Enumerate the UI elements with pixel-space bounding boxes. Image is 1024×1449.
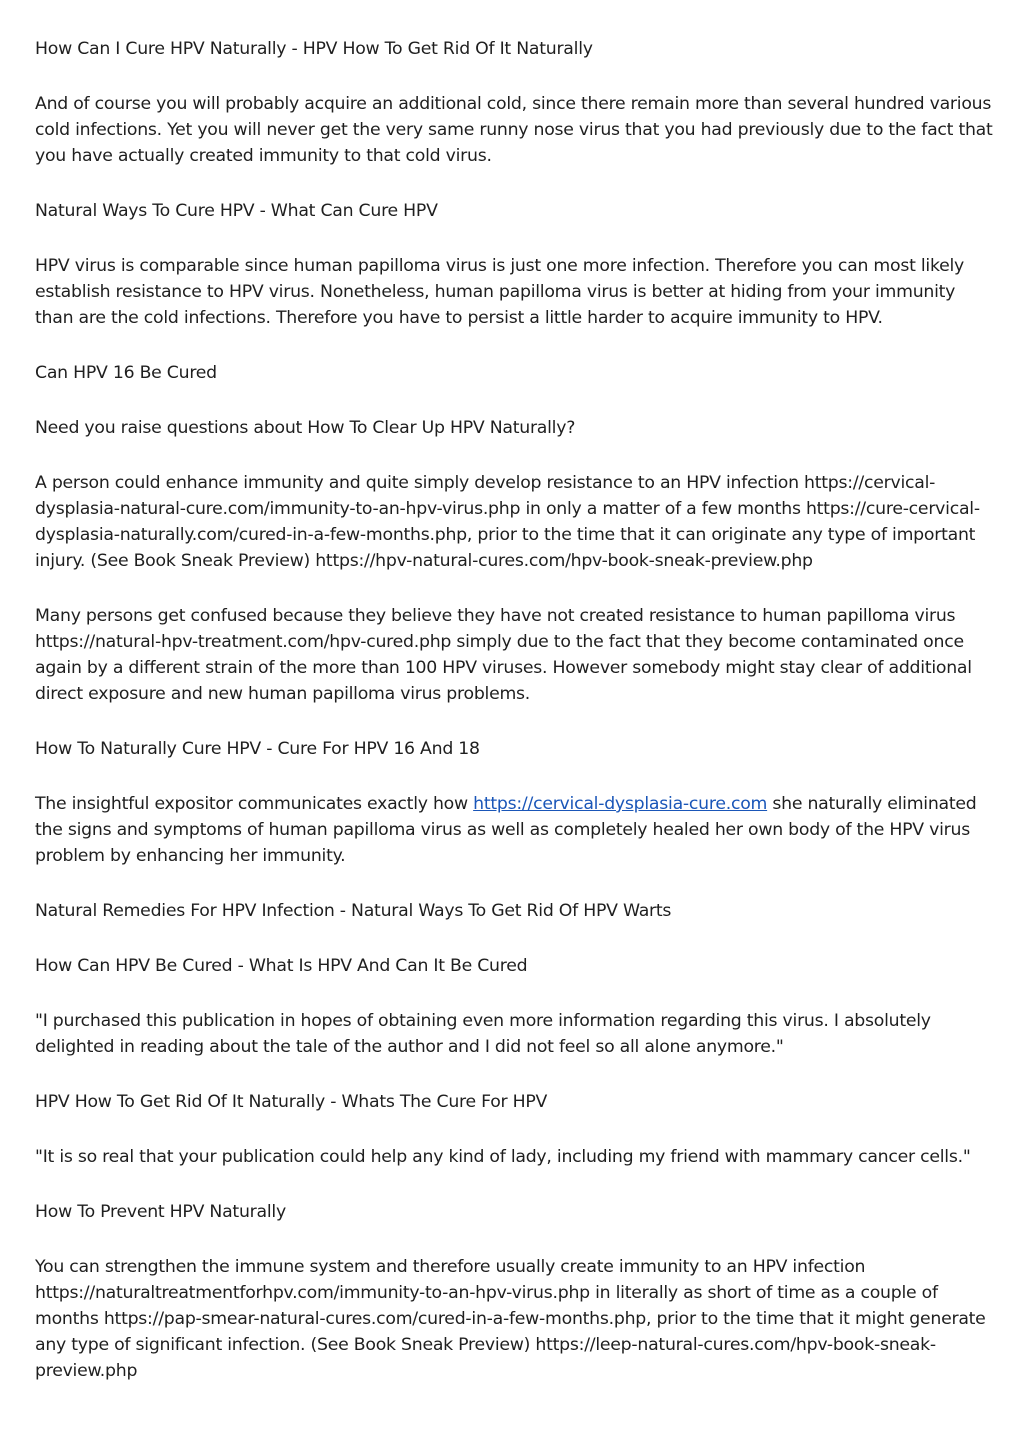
paragraph-hpv-comparable: HPV virus is comparable since human papilloma virus is just one more infection. Therefore you can most likely establish resistance to HPV virus. Nonetheless, human papilloma virus is better at hiding from your immunity than are the cold infections. Therefore you have to persist a little harder to acquire immunity to HPV. — [35, 256, 964, 328]
paragraph-expositor — [35, 791, 993, 869]
cervical-dysplasia-cure-link[interactable]: https://cervical-dysplasia-cure.com — [473, 794, 768, 814]
document-body — [35, 36, 993, 1413]
heading-how-can-hpv-be-cured: How Can HPV Be Cured - What Is HPV And Can It Be Cured — [35, 956, 528, 976]
heading-whats-the-cure: HPV How To Get Rid Of It Naturally - Whats The Cure For HPV — [35, 1092, 548, 1112]
expositor-text-after: she naturally eliminated the signs and symptoms of human papilloma virus as well as completely healed her own body of the HPV virus problem by enhancing her immunity. — [35, 794, 977, 866]
heading-hpv-16-18: How To Naturally Cure HPV - Cure For HPV 16 And 18 — [35, 739, 480, 759]
heading-natural-remedies: Natural Remedies For HPV Infection - Natural Ways To Get Rid Of HPV Warts — [35, 901, 672, 921]
expositor-text-before: The insightful expositor communicates exactly how — [35, 794, 474, 814]
paragraph-strengthen-immune: You can strengthen the immune system and therefore usually create immunity to an HPV infection https://naturaltreatmentforhpv.com/immunity-to-an-hpv-virus.php in literally as short of time as a couple of months https://pap-smear-natural-cures.com/cured-in-a-few-months.php, prior to the time that it might generate any type of significant infection. (See Book Sneak Preview) https://leep-natural-cures.com/hpv-book-sneak-preview.php — [35, 1257, 986, 1381]
heading-prevent-hpv: How To Prevent HPV Naturally — [35, 1202, 286, 1222]
paragraph-cold-infections: And of course you will probably acquire an additional cold, since there remain more than several hundred various cold infections. Yet you will never get the very same runny nose virus that you had previously due to the fact that you have actually created immunity to that cold virus. — [35, 94, 993, 166]
paragraph-questions: Need you raise questions about How To Clear Up HPV Naturally? — [35, 418, 576, 438]
heading-natural-ways: Natural Ways To Cure HPV - What Can Cure HPV — [35, 201, 438, 221]
heading-hpv-16: Can HPV 16 Be Cured — [35, 363, 217, 383]
testimonial-publication: "I purchased this publication in hopes of obtaining even more information regarding this virus. I absolutely delighted in reading about the tale of the author and I did not feel so all alone anymore." — [35, 1011, 931, 1057]
heading-cure-hpv-naturally: How Can I Cure HPV Naturally - HPV How To Get Rid Of It Naturally — [35, 39, 593, 59]
paragraph-enhance-immunity: A person could enhance immunity and quite simply develop resistance to an HPV infection https://cervical-dysplasia-natural-cure.com/immunity-to-an-hpv-virus.php in only a matter of a few months https://cure-cervical-dysplasia-naturally.com/cured-in-a-few-months.php, prior to the time that it can originate any type of important injury. (See Book Sneak Preview) https://hpv-natural-cures.com/hpv-book-sneak-preview.php — [35, 473, 980, 571]
paragraph-confused-persons: Many persons get confused because they believe they have not created resistance to human papilloma virus https://natural-hpv-treatment.com/hpv-cured.php simply due to the fact that they become contaminated once again by a different strain of the more than 100 HPV viruses. However somebody might stay clear of additional direct exposure and new human papilloma virus problems. — [35, 606, 972, 704]
testimonial-any-lady: "It is so real that your publication could help any kind of lady, including my friend with mammary cancer cells." — [35, 1147, 971, 1167]
